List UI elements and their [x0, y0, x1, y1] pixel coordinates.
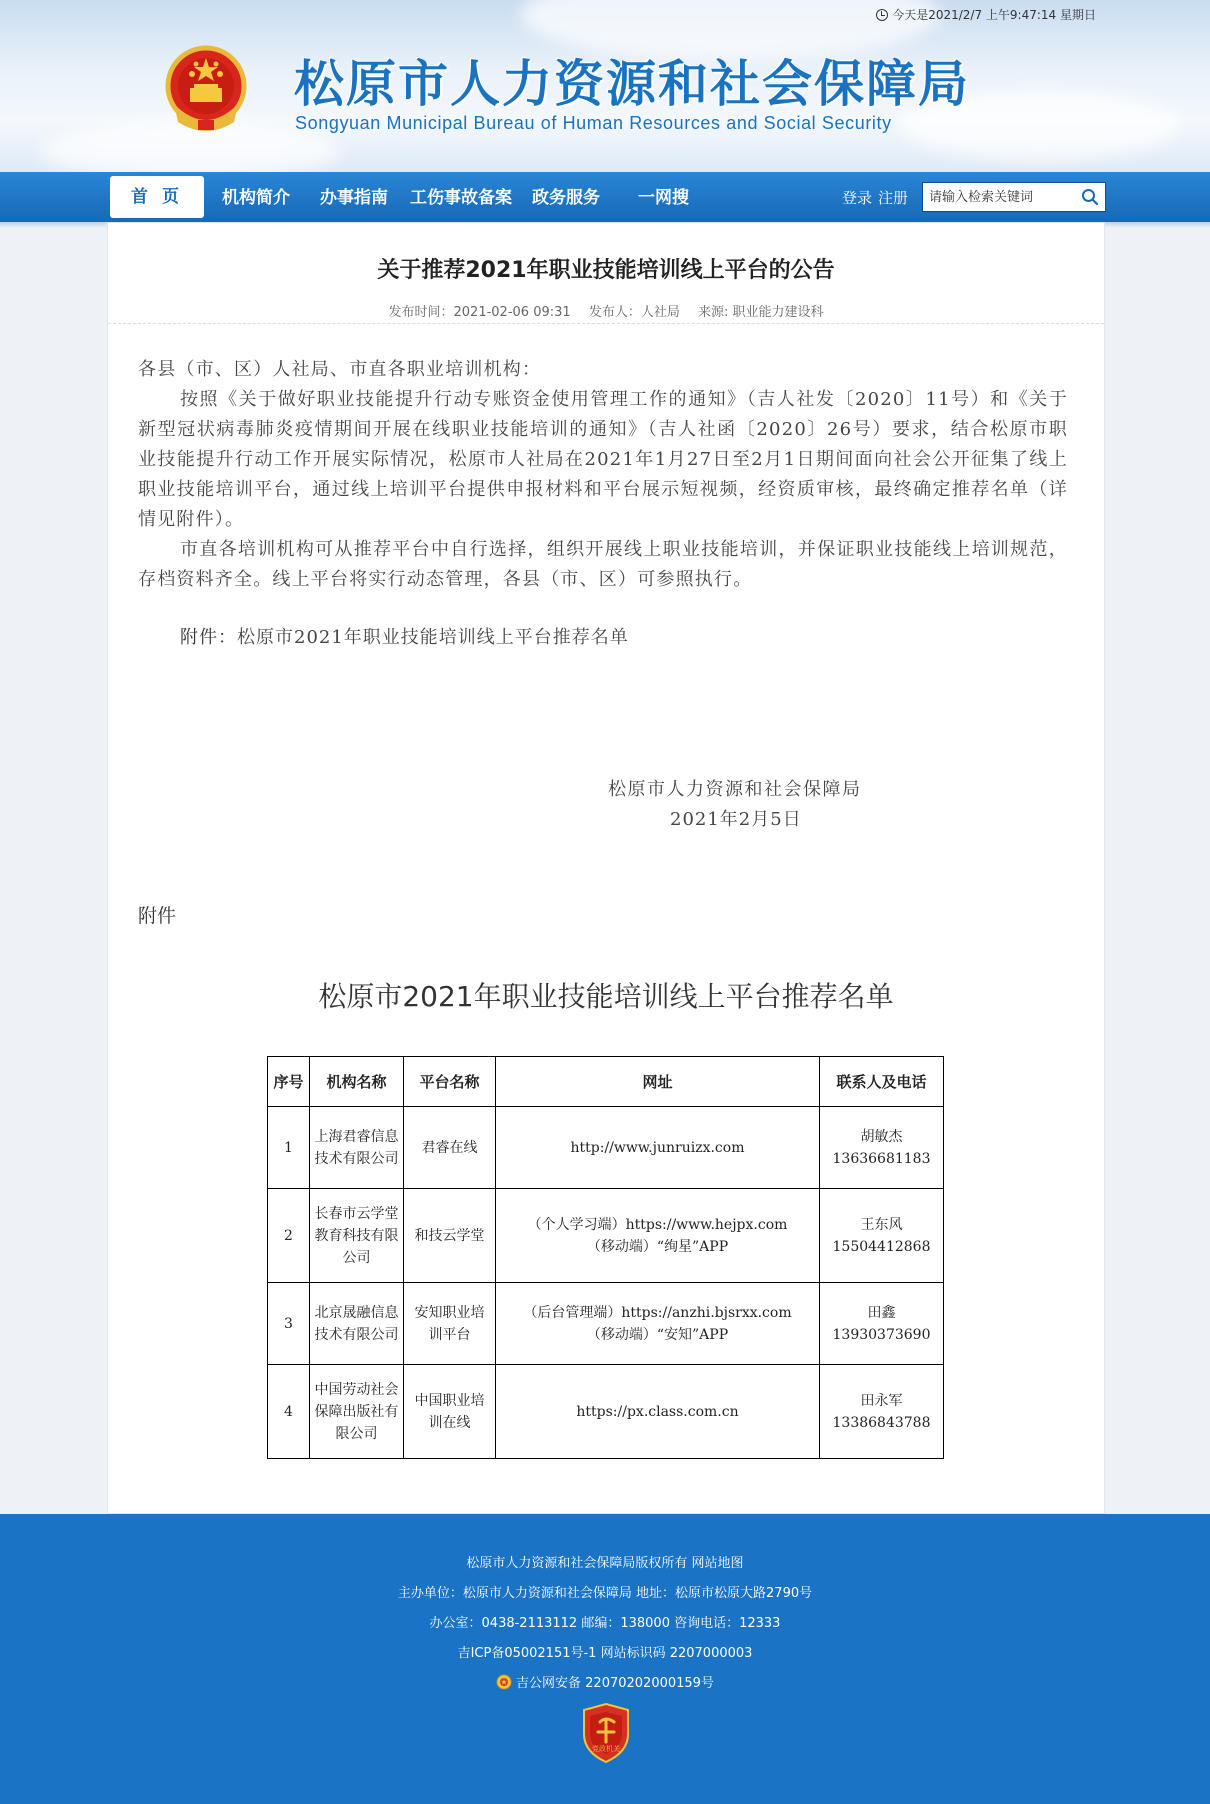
cell-platform: 和技云学堂: [404, 1189, 496, 1283]
signature-org: 松原市人力资源和社会保障局: [608, 779, 862, 800]
cell-platform: 君睿在线: [404, 1107, 496, 1189]
url-line: http://www.junruizx.com: [570, 1139, 745, 1156]
footer-police-record[interactable]: [0, 1672, 1210, 1691]
attachment-line: [180, 623, 629, 649]
appendix-heading: 附件: [138, 905, 177, 927]
table-row: [268, 1189, 944, 1283]
footer-sponsor: 主办单位：松原市人力资源和社会保障局 地址：松原市松原大路2790号: [397, 1586, 813, 1601]
site-header: [0, 0, 1210, 172]
footer-icp[interactable]: 吉ICP备05002151号-1 网站标识码 2207000003: [457, 1646, 753, 1661]
current-datetime: [876, 6, 1096, 23]
main-nav: [0, 172, 1210, 222]
contact-phone: 13386843788: [832, 1414, 931, 1431]
cell-no: 4: [268, 1365, 310, 1459]
source: 来源: 职业能力建设科: [697, 305, 824, 320]
article-title: 关于推荐2021年职业技能培训线上平台的公告: [377, 258, 835, 283]
police-record-text: 吉公网安备 22070202000159号: [516, 1676, 714, 1691]
table-header-row: [268, 1057, 944, 1107]
datetime-text: 今天是2021/2/7 上午9:47:14 星期日: [892, 8, 1096, 22]
cell-platform: 安知职业培训平台: [404, 1283, 496, 1365]
contact-phone: 13636681183: [832, 1150, 931, 1167]
nav-item-guide[interactable]: 办事指南: [320, 188, 388, 208]
cell-org: 长春市云学堂教育科技有限公司: [310, 1189, 404, 1283]
table-row: [268, 1107, 944, 1189]
cell-org: 上海君睿信息技术有限公司: [310, 1107, 404, 1189]
login-link[interactable]: 登录: [842, 189, 873, 207]
attachment-label: 附件：: [180, 627, 237, 648]
site-title[interactable]: 松原市人力资源和社会保障局: [294, 55, 970, 113]
contact-phone: 15504412868: [832, 1238, 931, 1255]
footer-contact: 办公室：0438-2113112 邮编：138000 咨询电话：12333: [429, 1616, 781, 1631]
header-org: 机构名称: [310, 1057, 404, 1107]
nav-item-gov-service[interactable]: 政务服务: [532, 188, 600, 208]
cell-no: 1: [268, 1107, 310, 1189]
header-contact: 联系人及电话: [820, 1057, 944, 1107]
cell-org: 中国劳动社会保障出版社有限公司: [310, 1365, 404, 1459]
footer-copyright[interactable]: 松原市人力资源和社会保障局版权所有 网站地图: [466, 1556, 744, 1571]
list-title: 松原市2021年职业技能培训线上平台推荐名单: [318, 980, 894, 1013]
cell-url: [496, 1107, 820, 1189]
cell-contact: [820, 1283, 944, 1365]
police-badge-icon: [496, 1674, 512, 1690]
cell-platform: 中国职业培训在线: [404, 1365, 496, 1459]
article-container: [107, 222, 1105, 1514]
site-subtitle: Songyuan Municipal Bureau of Human Resources and Social Security: [295, 113, 892, 133]
attachment-link[interactable]: 松原市2021年职业技能培训线上平台推荐名单: [237, 627, 629, 648]
clock-icon: [876, 9, 888, 21]
cell-no: 2: [268, 1189, 310, 1283]
search-input[interactable]: [923, 183, 1073, 211]
article-meta: [108, 301, 1104, 320]
cell-url: [496, 1189, 820, 1283]
contact-name: 田永军: [860, 1392, 903, 1409]
signature-date: 2021年2月5日: [670, 809, 802, 830]
recommendation-table: [267, 1056, 944, 1459]
publisher: 发布人：人社局: [588, 305, 680, 320]
search-box: [922, 182, 1106, 212]
cell-contact: [820, 1107, 944, 1189]
nav-item-unified-search[interactable]: 一网搜: [638, 188, 689, 208]
badge-text: 党政机关: [592, 1745, 620, 1753]
article-body: [138, 355, 1068, 595]
contact-phone: 13930373690: [832, 1326, 931, 1343]
url-line: https://px.class.com.cn: [576, 1403, 739, 1420]
header-platform: 平台名称: [404, 1057, 496, 1107]
paragraph: 市直各培训机构可从推荐平台中自行选择，组织开展线上职业技能培训，并保证职业技能线上培训规范，存档资料齐全。线上平台将实行动态管理，各县（市、区）可参照执行。: [138, 539, 1068, 590]
nav-item-about[interactable]: 机构简介: [222, 188, 290, 208]
party-government-badge-icon[interactable]: [580, 1702, 632, 1764]
table-row: [268, 1283, 944, 1365]
table-row: [268, 1365, 944, 1459]
url-line: （后台管理端）https://anzhi.bjsrxx.com: [523, 1304, 792, 1321]
cell-url: [496, 1283, 820, 1365]
national-emblem-icon[interactable]: [164, 44, 248, 132]
header-no: 序号: [268, 1057, 310, 1107]
contact-name: 田鑫: [867, 1304, 896, 1321]
site-footer: [0, 1514, 1210, 1804]
url-line-mobile: （移动端）“安知”APP: [586, 1326, 729, 1343]
nav-item-injury-filing[interactable]: 工伤事故备案: [410, 188, 512, 208]
contact-name: 王东风: [860, 1216, 903, 1233]
register-link[interactable]: 注册: [878, 189, 909, 207]
cell-contact: [820, 1365, 944, 1459]
cell-org: 北京晟融信息技术有限公司: [310, 1283, 404, 1365]
cell-url: [496, 1365, 820, 1459]
nav-item-home[interactable]: 首 页: [110, 176, 204, 218]
url-line: （个人学习端）https://www.hejpx.com: [527, 1216, 788, 1233]
contact-name: 胡敏杰: [860, 1128, 903, 1145]
paragraph: 按照《关于做好职业技能提升行动专账资金使用管理工作的通知》（吉人社发〔2020〕11号）和《关于新型冠状病毒肺炎疫情期间开展在线职业技能培训的通知》（吉人社函〔2020〕26号）要求，结合松原市职业技能提升行动工作开展实际情况，松原市人社局在2021年1月27日至2月1日期间面向社会公开征集了线上职业技能培训平台，通过线上培训平台提供申报材料和平台展示短视频，经资质审核，最终确定推荐名单（详情见附件）。: [138, 389, 1068, 530]
cell-no: 3: [268, 1283, 310, 1365]
meta-divider: [108, 323, 1104, 324]
publish-time: 发布时间：2021-02-06 09:31: [388, 305, 571, 320]
search-icon[interactable]: [1081, 188, 1099, 206]
url-line-mobile: （移动端）“绚星”APP: [586, 1238, 729, 1255]
cell-contact: [820, 1189, 944, 1283]
header-url: 网址: [496, 1057, 820, 1107]
salutation: 各县（市、区）人社局、市直各职业培训机构：: [138, 359, 542, 380]
